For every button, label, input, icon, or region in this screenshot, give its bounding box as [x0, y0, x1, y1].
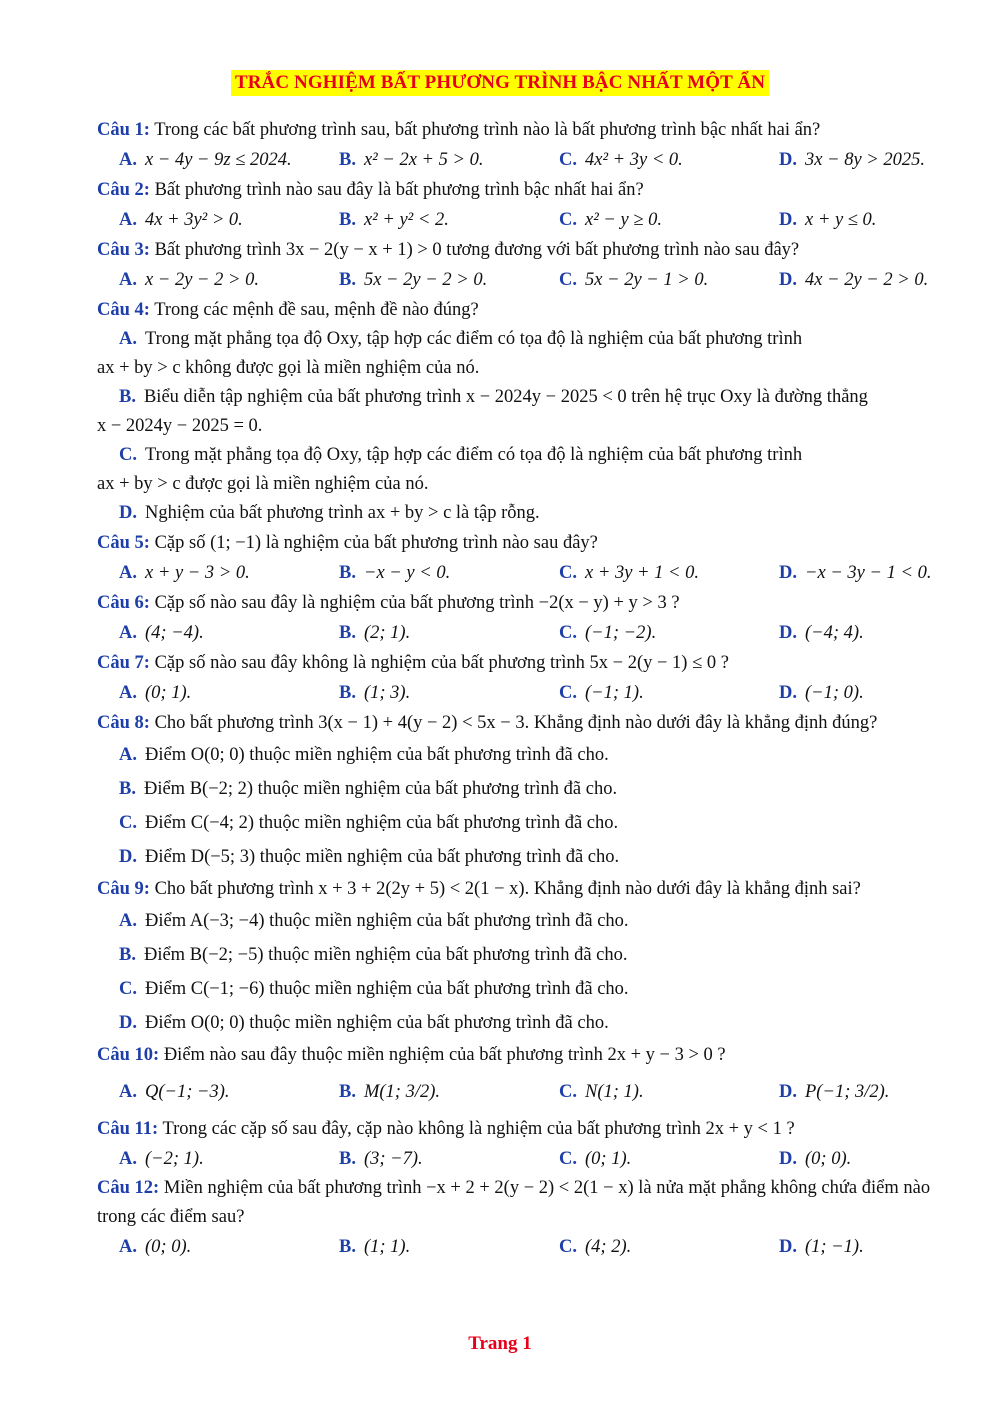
option-letter: A. — [119, 210, 137, 230]
question-stem — [97, 528, 947, 558]
option-text: Điểm O(0; 0) thuộc miền nghiệm của bất phương trình đã cho. — [145, 745, 609, 765]
question-stem — [97, 1174, 947, 1232]
option-text: x + 3y + 1 < 0. — [585, 563, 699, 583]
answer-option[interactable] — [339, 205, 559, 235]
answer-option[interactable] — [559, 618, 779, 648]
answer-option[interactable] — [559, 145, 779, 175]
option-letter: A. — [119, 623, 137, 643]
option-text: (0; 0). — [805, 1149, 852, 1169]
option-letter: B. — [339, 683, 356, 703]
answer-option[interactable] — [559, 205, 779, 235]
answer-options — [97, 145, 947, 175]
option-text: Điểm D(−5; 3) thuộc miền nghiệm của bất phương trình đã cho. — [145, 847, 620, 867]
question-block — [97, 528, 947, 588]
answer-option[interactable] — [119, 265, 339, 295]
option-letter: A. — [119, 911, 137, 931]
option-letter: D. — [779, 210, 797, 230]
answer-option[interactable] — [97, 738, 947, 772]
option-text: Điểm A(−3; −4) thuộc miền nghiệm của bất phương trình đã cho. — [145, 911, 629, 931]
question-number: Câu 10: — [97, 1045, 160, 1065]
answer-option[interactable] — [97, 325, 947, 383]
answer-option[interactable] — [97, 904, 947, 938]
option-text: Trong mặt phẳng tọa độ Oxy, tập hợp các điểm có tọa độ là nghiệm của bất phương trình — [145, 329, 803, 349]
option-letter: B. — [339, 150, 356, 170]
question-text: Cho bất phương trình 3(x − 1) + 4(y − 2) < 5x − 3. Khẳng định nào dưới đây là khẳng định đúng? — [154, 713, 878, 733]
question-stem — [97, 115, 947, 145]
option-text: (0; 0). — [145, 1237, 192, 1257]
option-text: 4x² + 3y < 0. — [585, 150, 683, 170]
option-letter: C. — [119, 445, 137, 465]
question-block — [97, 1040, 947, 1114]
question-number: Câu 7: — [97, 653, 150, 673]
option-text: Điểm C(−4; 2) thuộc miền nghiệm của bất phương trình đã cho. — [145, 813, 619, 833]
option-letter: A. — [119, 270, 137, 290]
option-text: (1; −1). — [805, 1237, 864, 1257]
answer-options — [97, 1070, 947, 1114]
option-letter: B. — [339, 1149, 356, 1169]
answer-option[interactable] — [339, 1232, 559, 1262]
option-letter: A. — [119, 683, 137, 703]
answer-option[interactable] — [97, 1006, 947, 1040]
option-text: Điểm B(−2; 2) thuộc miền nghiệm của bất phương trình đã cho. — [143, 779, 618, 799]
answer-options — [97, 1232, 947, 1262]
option-text-continued: ax + by > c được gọi là miền nghiệm của nó. — [97, 474, 429, 494]
option-text: Điểm B(−2; −5) thuộc miền nghiệm của bất phương trình đã cho. — [143, 945, 628, 965]
answer-option[interactable] — [779, 558, 999, 588]
option-letter: B. — [339, 623, 356, 643]
answer-option[interactable] — [97, 938, 947, 972]
option-text: x + y ≤ 0. — [805, 210, 877, 230]
option-letter: D. — [779, 270, 797, 290]
option-letter: D. — [779, 623, 797, 643]
option-text: M(1; 3/2). — [363, 1082, 441, 1102]
option-text: (0; 1). — [145, 683, 192, 703]
option-letter: C. — [559, 210, 577, 230]
answer-option[interactable] — [339, 265, 559, 295]
question-number: Câu 5: — [97, 533, 150, 553]
question-number: Câu 3: — [97, 240, 150, 260]
option-text: (4; 2). — [585, 1237, 632, 1257]
answer-options — [97, 558, 947, 588]
question-stem — [97, 1114, 947, 1144]
question-text: Miền nghiệm của bất phương trình −x + 2 + 2(y − 2) < 2(1 − x) là nửa mặt phẳng không chứa điểm nào trong các điểm sau? — [97, 1178, 931, 1227]
option-text: Biểu diễn tập nghiệm của bất phương trình x − 2024y − 2025 < 0 trên hệ trục Oxy là đường thẳng — [143, 387, 868, 407]
answer-option[interactable] — [119, 145, 339, 175]
question-text: Điểm nào sau đây thuộc miền nghiệm của bất phương trình 2x + y − 3 > 0 ? — [163, 1045, 726, 1065]
answer-option[interactable] — [779, 1232, 999, 1262]
answer-option[interactable] — [559, 1070, 779, 1114]
question-block — [97, 115, 947, 175]
option-text: (1; 3). — [363, 683, 411, 703]
option-letter: C. — [559, 683, 577, 703]
option-letter: D. — [119, 847, 137, 867]
question-number: Câu 11: — [97, 1119, 159, 1139]
question-number: Câu 8: — [97, 713, 150, 733]
option-letter: C. — [559, 1237, 577, 1257]
option-letter: A. — [119, 745, 137, 765]
option-text: 4x − 2y − 2 > 0. — [805, 270, 929, 290]
question-stem — [97, 648, 947, 678]
title-wrap — [0, 70, 1000, 96]
option-text: Trong mặt phẳng tọa độ Oxy, tập hợp các điểm có tọa độ là nghiệm của bất phương trình — [145, 445, 803, 465]
question-block — [97, 874, 947, 1040]
answer-option[interactable] — [119, 205, 339, 235]
option-letter: B. — [339, 1237, 356, 1257]
option-text: P(−1; 3/2). — [805, 1082, 890, 1102]
option-text: Q(−1; −3). — [145, 1082, 230, 1102]
answer-options — [97, 618, 947, 648]
question-text: Trong các mệnh đề sau, mệnh đề nào đúng? — [154, 300, 479, 320]
question-text: Trong các cặp số sau đây, cặp nào không là nghiệm của bất phương trình 2x + y < 1 ? — [162, 1119, 795, 1139]
option-letter: D. — [779, 683, 797, 703]
question-block — [97, 648, 947, 708]
option-letter: C. — [559, 563, 577, 583]
question-block — [97, 708, 947, 874]
option-text: (4; −4). — [145, 623, 204, 643]
option-letter: C. — [119, 813, 137, 833]
question-text: Bất phương trình nào sau đây là bất phương trình bậc nhất hai ẩn? — [154, 180, 644, 200]
answer-option[interactable] — [97, 441, 947, 499]
question-stem — [97, 874, 947, 904]
question-number: Câu 4: — [97, 300, 150, 320]
answer-option[interactable] — [119, 678, 339, 708]
answer-option[interactable] — [119, 618, 339, 648]
option-text: (−1; −2). — [585, 623, 657, 643]
option-text: x² − 2x + 5 > 0. — [363, 150, 484, 170]
question-block — [97, 1174, 947, 1262]
answer-option[interactable] — [779, 678, 999, 708]
option-text: Điểm O(0; 0) thuộc miền nghiệm của bất phương trình đã cho. — [145, 1013, 609, 1033]
option-text: x² + y² < 2. — [363, 210, 449, 230]
question-text: Cho bất phương trình x + 3 + 2(2y + 5) < 2(1 − x). Khẳng định nào dưới đây là khẳng định sai? — [154, 879, 861, 899]
question-text: Cặp số nào sau đây là nghiệm của bất phương trình −2(x − y) + y > 3 ? — [154, 593, 680, 613]
question-stem — [97, 588, 947, 618]
option-letter: A. — [119, 1149, 137, 1169]
option-text: 3x − 8y > 2025. — [805, 150, 926, 170]
option-letter: A. — [119, 150, 137, 170]
option-text: (−1; 0). — [805, 683, 864, 703]
question-stem — [97, 1040, 947, 1070]
answer-option[interactable] — [339, 678, 559, 708]
answer-option[interactable] — [97, 499, 947, 528]
answer-option[interactable] — [559, 558, 779, 588]
answer-option[interactable] — [97, 772, 947, 806]
option-letter: D. — [779, 1082, 797, 1102]
option-letter: D. — [119, 1013, 137, 1033]
answer-option[interactable] — [119, 1232, 339, 1262]
option-text: (1; 1). — [363, 1237, 411, 1257]
option-letter: A. — [119, 1082, 137, 1102]
answer-option[interactable] — [779, 1144, 999, 1174]
question-stem — [97, 708, 947, 738]
option-letter: D. — [119, 503, 137, 523]
answer-option[interactable] — [779, 205, 999, 235]
document-title: TRẮC NGHIỆM BẤT PHƯƠNG TRÌNH BẬC NHẤT MỘT ẨN — [231, 70, 769, 96]
answer-option[interactable] — [119, 1144, 339, 1174]
answer-option[interactable] — [339, 618, 559, 648]
option-text: 5x − 2y − 1 > 0. — [585, 270, 709, 290]
option-letter: D. — [779, 563, 797, 583]
option-text: −x − y < 0. — [363, 563, 451, 583]
question-number: Câu 2: — [97, 180, 150, 200]
option-text: x² − y ≥ 0. — [585, 210, 662, 230]
answer-option[interactable] — [339, 1070, 559, 1114]
option-text: x − 4y − 9z ≤ 2024. — [145, 150, 292, 170]
option-letter: C. — [559, 150, 577, 170]
option-text: 4x + 3y² > 0. — [145, 210, 243, 230]
question-number: Câu 9: — [97, 879, 150, 899]
option-text: (−1; 1). — [585, 683, 644, 703]
option-text: (3; −7). — [363, 1149, 423, 1169]
option-text: (−2; 1). — [145, 1149, 204, 1169]
question-text: Cặp số (1; −1) là nghiệm của bất phương trình nào sau đây? — [154, 533, 598, 553]
question-number: Câu 12: — [97, 1178, 160, 1198]
option-letter: B. — [339, 270, 356, 290]
question-text: Trong các bất phương trình sau, bất phương trình nào là bất phương trình bậc nhất hai ẩn? — [154, 120, 821, 140]
option-letter: C. — [559, 1082, 577, 1102]
page-number: Trang 1 — [468, 1333, 532, 1354]
option-letter: B. — [339, 563, 356, 583]
question-block — [97, 235, 947, 295]
answer-option[interactable] — [779, 145, 999, 175]
option-text-continued: ax + by > c không được gọi là miền nghiệm của nó. — [97, 358, 480, 378]
option-letter: B. — [119, 779, 136, 799]
option-text: Nghiệm của bất phương trình ax + by > c là tập rỗng. — [145, 503, 540, 523]
option-letter: B. — [339, 1082, 356, 1102]
option-letter: B. — [339, 210, 356, 230]
footer — [0, 1333, 1000, 1355]
option-letter: C. — [559, 1149, 577, 1169]
option-text: 5x − 2y − 2 > 0. — [363, 270, 488, 290]
option-letter: C. — [119, 979, 137, 999]
option-letter: A. — [119, 329, 137, 349]
question-stem — [97, 235, 947, 265]
option-letter: D. — [779, 1237, 797, 1257]
answer-option[interactable] — [97, 840, 947, 874]
answer-option[interactable] — [559, 1232, 779, 1262]
option-text: x + y − 3 > 0. — [145, 563, 250, 583]
answer-options — [97, 205, 947, 235]
question-list — [97, 115, 947, 1262]
option-text: (0; 1). — [585, 1149, 632, 1169]
answer-options — [97, 265, 947, 295]
answer-option[interactable] — [339, 558, 559, 588]
question-number: Câu 6: — [97, 593, 150, 613]
answer-option[interactable] — [559, 265, 779, 295]
answer-option[interactable] — [559, 678, 779, 708]
answer-option[interactable] — [97, 972, 947, 1006]
option-letter: A. — [119, 563, 137, 583]
option-letter: A. — [119, 1237, 137, 1257]
option-text-continued: x − 2024y − 2025 = 0. — [97, 416, 263, 436]
option-text: x − 2y − 2 > 0. — [145, 270, 259, 290]
option-text: Điểm C(−1; −6) thuộc miền nghiệm của bất phương trình đã cho. — [145, 979, 629, 999]
question-stem — [97, 175, 947, 205]
answer-option[interactable] — [559, 1144, 779, 1174]
option-letter: C. — [559, 270, 577, 290]
answer-option[interactable] — [97, 383, 947, 441]
question-stem — [97, 295, 947, 325]
option-letter: B. — [119, 387, 136, 407]
answer-option[interactable] — [779, 1070, 999, 1114]
question-block — [97, 175, 947, 235]
answer-option[interactable] — [339, 145, 559, 175]
question-text: Cặp số nào sau đây không là nghiệm của bất phương trình 5x − 2(y − 1) ≤ 0 ? — [154, 653, 729, 673]
option-text: −x − 3y − 1 < 0. — [805, 563, 932, 583]
option-letter: B. — [119, 945, 136, 965]
answer-option[interactable] — [339, 1144, 559, 1174]
answer-option[interactable] — [119, 558, 339, 588]
option-text: (2; 1). — [363, 623, 411, 643]
question-block — [97, 588, 947, 648]
question-block — [97, 295, 947, 528]
option-letter: D. — [779, 150, 797, 170]
option-text: N(1; 1). — [585, 1082, 644, 1102]
answer-option[interactable] — [97, 806, 947, 840]
question-number: Câu 1: — [97, 120, 150, 140]
option-letter: D. — [779, 1149, 797, 1169]
answer-option[interactable] — [779, 618, 999, 648]
answer-option[interactable] — [779, 265, 999, 295]
question-text: Bất phương trình 3x − 2(y − x + 1) > 0 tương đương với bất phương trình nào sau đây? — [154, 240, 800, 260]
question-block — [97, 1114, 947, 1174]
option-text: (−4; 4). — [805, 623, 864, 643]
answer-options — [97, 1144, 947, 1174]
option-letter: C. — [559, 623, 577, 643]
answer-options — [97, 678, 947, 708]
answer-option[interactable] — [119, 1070, 339, 1114]
